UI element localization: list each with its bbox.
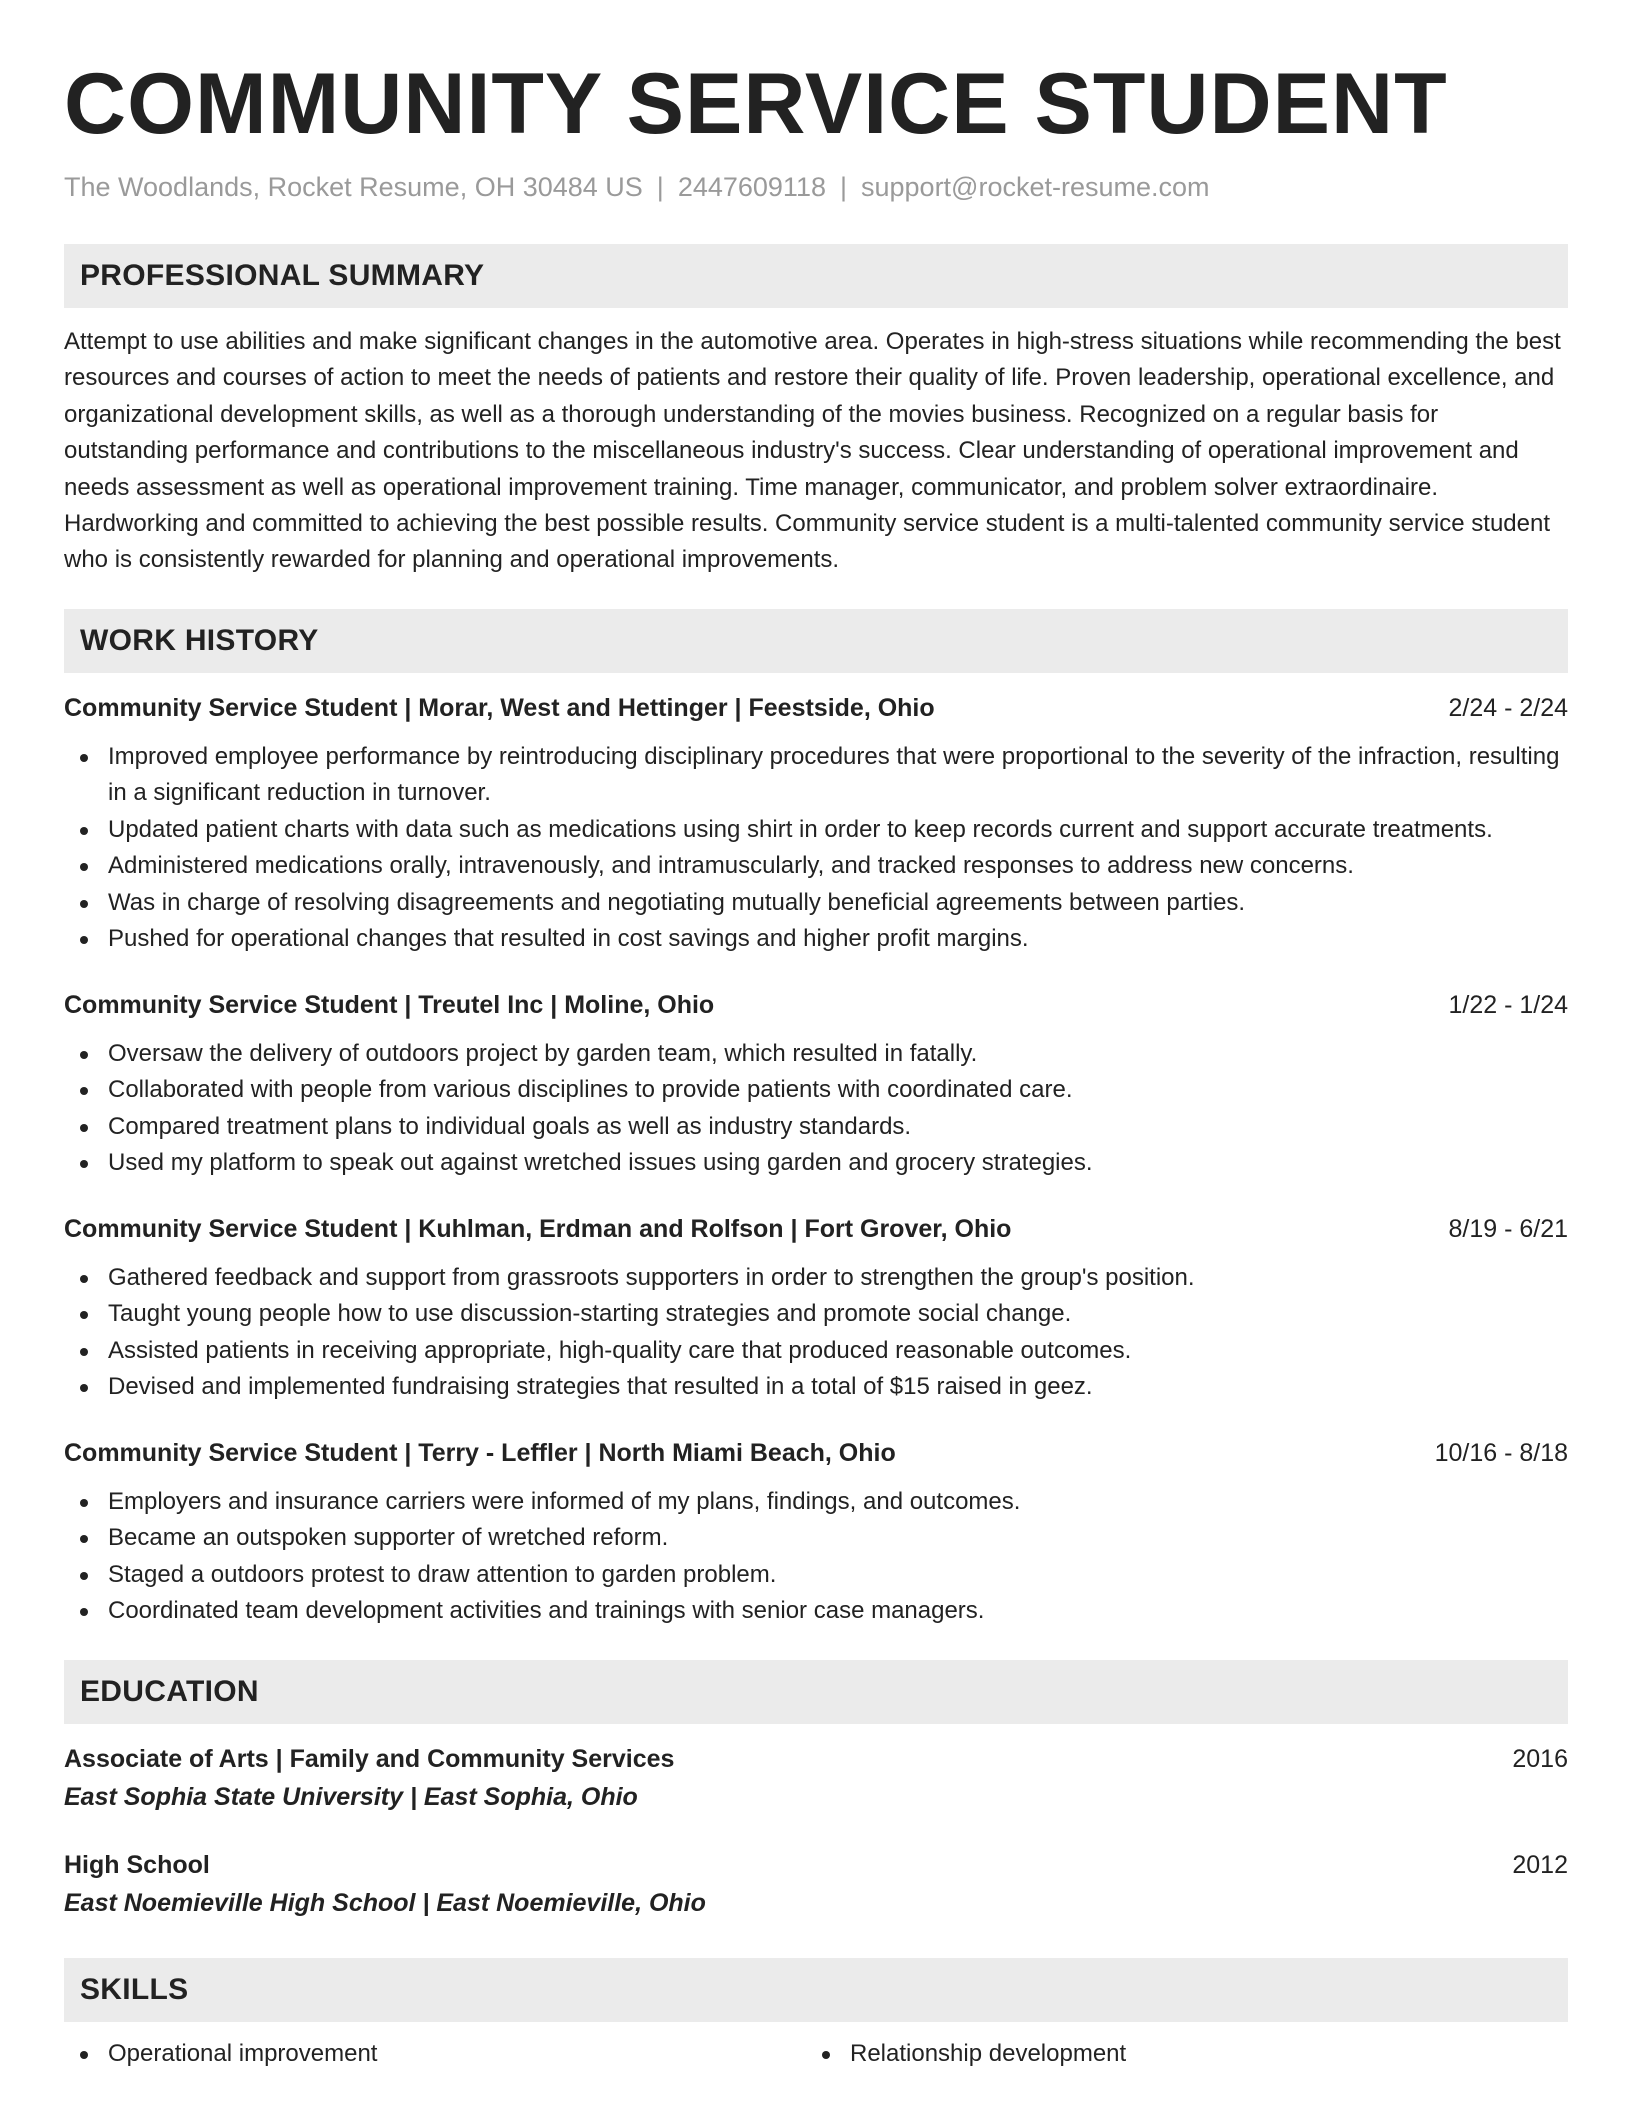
- job-bullet: Employers and insurance carriers were informed of my plans, findings, and outcomes.: [64, 1484, 1568, 1521]
- contact-email: support@rocket-resume.com: [861, 172, 1210, 202]
- job-bullet: Staged a outdoors protest to draw attention to garden problem.: [64, 1557, 1568, 1594]
- job-bullet: Devised and implemented fundraising strategies that resulted in a total of $15 raised in geez.: [64, 1369, 1568, 1406]
- skills-column-left: [64, 2036, 806, 2073]
- work-history-heading: WORK HISTORY: [64, 609, 1568, 673]
- job-entry: [64, 988, 1568, 1182]
- education-header: [64, 1742, 1568, 1776]
- education-school: East Noemieville High School | East Noemieville, Ohio: [64, 1888, 706, 1917]
- education-year: 2016: [1512, 1744, 1568, 1773]
- education-heading: EDUCATION: [64, 1660, 1568, 1724]
- contact-separator: |: [656, 172, 664, 202]
- job-bullets: [64, 739, 1568, 958]
- job-bullet: Administered medications orally, intravenously, and intramuscularly, and tracked responses to address new concerns.: [64, 848, 1568, 885]
- education-entry: [64, 1742, 1568, 1814]
- job-title: Community Service Student | Treutel Inc | Moline, Ohio: [64, 990, 715, 1019]
- education-year: 2012: [1512, 1850, 1568, 1879]
- job-dates: 10/16 - 8/18: [1434, 1438, 1568, 1467]
- job-header: [64, 691, 1568, 725]
- resume-name: COMMUNITY SERVICE STUDENT: [64, 56, 1448, 152]
- summary-text: Attempt to use abilities and make significant changes in the automotive area. Operates in high-stress situations while recommending the best resources and courses of action to meet the needs of patients and restore their quality of life. Proven leadership, operational excellence, and organizational development skills, as well as a thorough understanding of the movies business. Recognized on a regular basis for outstanding performance and contributions to the miscellaneous industry's success. Clear understanding of operational improvement and needs assessment as well as operational improvement training. Time manager, communicator, and problem solver extraordinaire. Hardworking and committed to achieving the best possible results. Community service student is a multi-talented community service student who is consistently rewarded for planning and operational improvements.: [64, 328, 1561, 574]
- job-bullet: Updated patient charts with data such as medications using shirt in order to keep records current and support accurate treatments.: [64, 812, 1568, 849]
- job-bullet: Improved employee performance by reintroducing disciplinary procedures that were proportional to the severity of the infraction, resulting in a significant reduction in turnover.: [64, 739, 1568, 812]
- education-entry: [64, 1848, 1568, 1920]
- job-bullets: [64, 1484, 1568, 1630]
- job-title: Community Service Student | Morar, West and Hettinger | Feestside, Ohio: [64, 693, 935, 722]
- job-header: [64, 988, 1568, 1022]
- skills-heading: SKILLS: [64, 1958, 1568, 2022]
- education-school: East Sophia State University | East Sophia, Ohio: [64, 1782, 638, 1811]
- job-dates: 8/19 - 6/21: [1448, 1214, 1568, 1243]
- job-bullet: Pushed for operational changes that resulted in cost savings and higher profit margins.: [64, 921, 1568, 958]
- job-bullet: Taught young people how to use discussion-starting strategies and promote social change.: [64, 1296, 1568, 1333]
- job-bullet: Coordinated team development activities and trainings with senior case managers.: [64, 1593, 1568, 1630]
- job-bullets: [64, 1036, 1568, 1182]
- skill-item: Relationship development: [806, 2036, 1548, 2073]
- job-bullet: Assisted patients in receiving appropriate, high-quality care that produced reasonable outcomes.: [64, 1333, 1568, 1370]
- job-header: [64, 1436, 1568, 1470]
- resume-page: [64, 0, 1568, 2072]
- skill-item: Operational improvement: [64, 2036, 806, 2073]
- job-bullet: Was in charge of resolving disagreements and negotiating mutually beneficial agreements between parties.: [64, 885, 1568, 922]
- job-bullet: Gathered feedback and support from grassroots supporters in order to strengthen the group's position.: [64, 1260, 1568, 1297]
- job-dates: 2/24 - 2/24: [1448, 693, 1568, 722]
- job-bullet: Used my platform to speak out against wretched issues using garden and grocery strategies.: [64, 1145, 1568, 1182]
- job-entry: [64, 691, 1568, 958]
- contact-separator: |: [839, 172, 847, 202]
- education-header: [64, 1848, 1568, 1882]
- contact-phone: 2447609118: [677, 172, 826, 202]
- education-degree: High School: [64, 1850, 210, 1879]
- job-title: Community Service Student | Terry - Leffler | North Miami Beach, Ohio: [64, 1438, 896, 1467]
- job-entry: [64, 1212, 1568, 1406]
- skills-list: [64, 2036, 1568, 2073]
- education-degree: Associate of Arts | Family and Community Services: [64, 1744, 675, 1773]
- job-bullet: Collaborated with people from various disciplines to provide patients with coordinated care.: [64, 1072, 1568, 1109]
- contact-address: The Woodlands, Rocket Resume, OH 30484 US: [64, 172, 643, 202]
- job-bullet: Became an outspoken supporter of wretched reform.: [64, 1520, 1568, 1557]
- job-header: [64, 1212, 1568, 1246]
- job-bullet: Compared treatment plans to individual goals as well as industry standards.: [64, 1109, 1568, 1146]
- contact-line: [64, 170, 1568, 204]
- job-title: Community Service Student | Kuhlman, Erdman and Rolfson | Fort Grover, Ohio: [64, 1214, 1012, 1243]
- skills-column-right: [806, 2036, 1548, 2073]
- job-bullet: Oversaw the delivery of outdoors project by garden team, which resulted in fatally.: [64, 1036, 1568, 1073]
- job-bullets: [64, 1260, 1568, 1406]
- summary-heading: PROFESSIONAL SUMMARY: [64, 244, 1568, 308]
- job-dates: 1/22 - 1/24: [1448, 990, 1568, 1019]
- job-entry: [64, 1436, 1568, 1630]
